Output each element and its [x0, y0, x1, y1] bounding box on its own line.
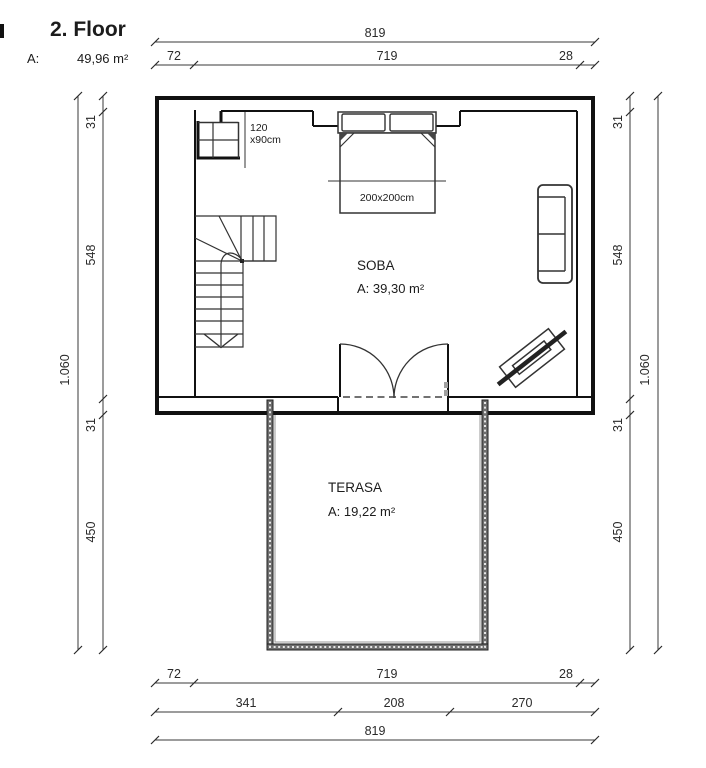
area-label: A:	[27, 51, 40, 66]
dim-right-seg-1: 548	[611, 244, 625, 266]
radiator	[490, 321, 574, 394]
dimension-right	[611, 92, 662, 654]
page-title: 2. Floor	[50, 18, 126, 41]
terasa-name: TERASA	[328, 480, 383, 495]
closet-label-line2: x90cm	[250, 134, 281, 146]
door-swing-left	[340, 344, 394, 398]
dim-right-seg-2: 31	[611, 418, 625, 432]
dimension-left	[58, 92, 107, 654]
dim-top-right: 28	[559, 49, 573, 63]
dim-right-seg-0: 31	[611, 115, 625, 129]
double-door	[340, 344, 448, 398]
bed	[328, 112, 446, 213]
dim-right-total: 1.060	[638, 354, 652, 386]
dim-top-left: 72	[167, 49, 181, 63]
staircase	[195, 216, 276, 348]
closet-label-line1: 120	[250, 122, 268, 134]
sofa	[538, 185, 572, 283]
dim-top-mid: 719	[376, 49, 398, 63]
dim-left-total: 1.060	[58, 354, 72, 386]
door-hinge-mark	[444, 382, 448, 388]
dim-left-seg-1: 548	[84, 244, 98, 266]
dim-left-seg-2: 31	[84, 418, 98, 432]
terasa-area: A: 19,22 m²	[328, 504, 396, 519]
dim-left-seg-0: 31	[84, 115, 98, 129]
dim-right-seg-3: 450	[611, 521, 625, 543]
soba-area: A: 39,30 m²	[357, 281, 425, 296]
dimension-bottom	[151, 667, 599, 744]
bed-pillow-right	[390, 114, 433, 131]
area-value: 49,96 m²	[77, 51, 129, 66]
edge-artifact	[0, 24, 4, 38]
room-labels	[328, 258, 425, 519]
dim-bottom-total: 819	[364, 724, 386, 738]
dim-bottom-r2-mid: 208	[383, 696, 405, 710]
dim-left-seg-3: 450	[84, 521, 98, 543]
stair-walkline	[221, 253, 243, 346]
dim-bottom-r2-right: 270	[511, 696, 533, 710]
dim-top-total: 819	[364, 26, 386, 40]
dim-bottom-r1-left: 72	[167, 667, 181, 681]
door-swing-right	[394, 344, 448, 398]
terrace-railing	[267, 400, 488, 650]
closet-120x90	[197, 112, 282, 168]
dim-bottom-r1-right: 28	[559, 667, 573, 681]
bed-pillow-left	[342, 114, 385, 131]
bed-size-label: 200x200cm	[359, 192, 415, 204]
header	[27, 18, 129, 66]
soba-name: SOBA	[357, 258, 395, 273]
dimension-top	[151, 26, 599, 69]
door-hinge-mark	[444, 390, 448, 396]
dim-bottom-r2-left: 341	[235, 696, 257, 710]
dim-bottom-r1-mid: 719	[376, 667, 398, 681]
